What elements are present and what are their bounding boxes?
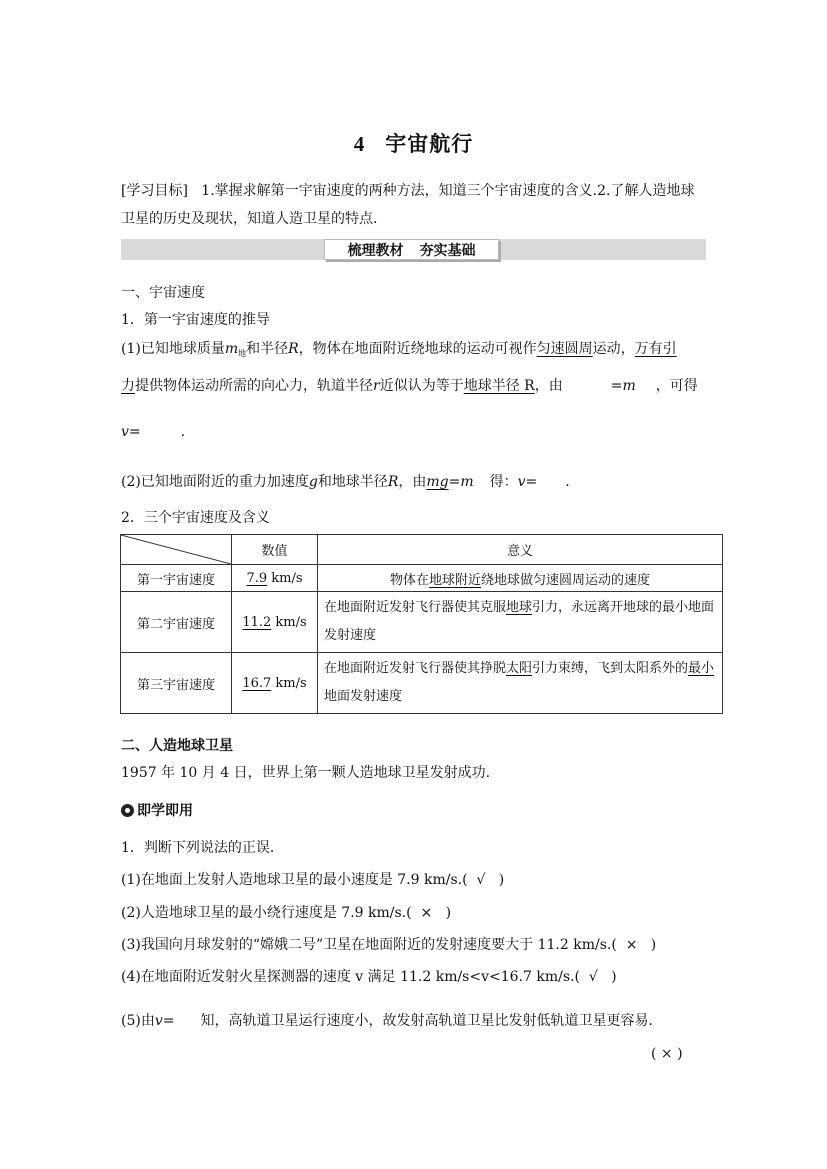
- row-name: 第二宇宙速度: [121, 592, 232, 653]
- blank-gravitation: 万有引: [634, 341, 677, 357]
- section-2-heading: 二、人造地球卫星: [121, 738, 233, 754]
- table-row: [121, 653, 723, 714]
- check-mark: √: [588, 969, 598, 985]
- practice-question: 1．判断下列说法的正误．: [121, 840, 284, 856]
- paragraph-1-line-2: 力提供物体运动所需的向心力，轨道半径r近似认为等于地球半径 R，由 =m ，可得: [121, 378, 698, 394]
- row-value: 7.9 km/s: [232, 565, 318, 592]
- diagonal-line: [121, 535, 231, 564]
- header-meaning: 意义: [318, 535, 723, 565]
- subsection-2-title: 2．三个宇宙速度及含义: [121, 510, 270, 526]
- practice-label: 即学即用: [121, 800, 193, 820]
- objectives-line-1: [121, 180, 694, 200]
- practice-item-3: (3)我国向月球发射的“嫦娥二号”卫星在地面附近的发射速度要大于 11.2 km/s.( × ): [121, 937, 657, 953]
- row-name: 第一宇宙速度: [121, 565, 232, 592]
- paragraph-1-line-3: v= .: [121, 424, 186, 440]
- row-name: 第三宇宙速度: [121, 653, 232, 714]
- cross-mark: ×: [625, 937, 638, 953]
- practice-item-2: (2)人造地球卫星的最小绕行速度是 7.9 km/s.( × ): [121, 905, 452, 921]
- row-meaning: 在地面附近发射飞行器使其克服地球引力，永远离开地球的最小地面发射速度: [318, 592, 723, 653]
- banner-box: [324, 239, 499, 260]
- subsection-1-title: 1．第一宇宙速度的推导: [121, 312, 270, 328]
- row-meaning: 物体在地球附近绕地球做匀速圆周运动的速度: [318, 565, 723, 592]
- table-row: [121, 565, 723, 592]
- bullet-icon: [121, 804, 134, 817]
- blank-uniform-circular: 匀速圆周: [536, 341, 593, 357]
- practice-item-4: (4)在地面附近发射火星探测器的速度 v 满足 11.2 km/s<v<16.7 km/s.( √ ): [121, 969, 617, 985]
- section-2-text: 1957 年 10 月 4 日，世界上第一颗人造地球卫星发射成功.: [121, 765, 491, 781]
- check-mark: √: [476, 872, 486, 888]
- banner-right-text: 夯实基础: [419, 242, 476, 259]
- practice-item-5-answer: ( × ): [651, 1046, 683, 1062]
- objectives-line-2: 卫星的历史及现状，知道人造卫星的特点.: [121, 211, 378, 227]
- row-value: 11.2 km/s: [232, 592, 318, 653]
- practice-item-1: (1)在地面上发射人造地球卫星的最小速度是 7.9 km/s.( √ ): [121, 872, 505, 888]
- blank-earth-radius: 地球半径 R: [463, 378, 535, 394]
- row-meaning: 在地面附近发射飞行器使其挣脱太阳引力束缚，飞到太阳系外的最小地面发射速度: [318, 653, 723, 714]
- banner-left-text: 梳理教材: [347, 242, 404, 259]
- cross-mark: ×: [420, 905, 433, 921]
- paragraph-1-line-1: (1)已知地球质量$m_地$和半径R，物体在地面附近绕地球的运动可视作匀速圆周运动，万有引: [121, 341, 677, 358]
- paragraph-2: (2)已知地面附近的重力加速度g和地球半径R，由mg=m 得：v= .: [121, 474, 570, 490]
- table-header-row: [121, 535, 723, 565]
- table-corner-cell: [121, 535, 232, 565]
- section-banner: [121, 239, 706, 260]
- cosmic-speed-table: [120, 534, 723, 714]
- row-value: 16.7 km/s: [232, 653, 318, 714]
- title-text: 宇宙航行: [385, 132, 474, 156]
- practice-item-5: (5)由v= 知，高轨道卫星运行速度小，故发射高轨道卫星比发射低轨道卫星更容易．: [121, 1013, 663, 1029]
- table-row: [121, 592, 723, 653]
- blank-mg: mg: [426, 474, 449, 490]
- page-title: [0, 128, 827, 158]
- objectives-text-1: 1.掌握求解第一宇宙速度的两种方法，知道三个宇宙速度的含义.2.了解人造地球: [201, 183, 695, 199]
- section-1-heading: 一、宇宙速度: [121, 285, 205, 301]
- title-number: 4: [353, 132, 366, 156]
- objectives-label: [学习目标]: [121, 183, 188, 199]
- header-value: 数值: [232, 535, 318, 565]
